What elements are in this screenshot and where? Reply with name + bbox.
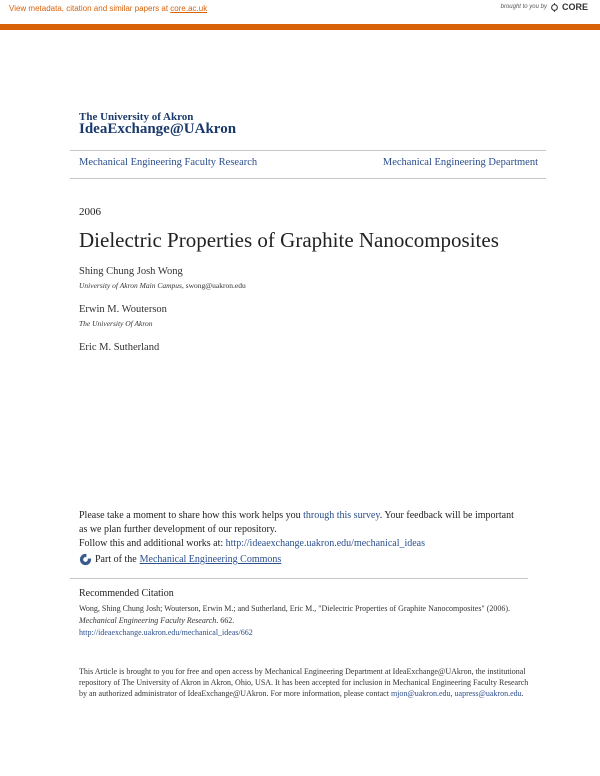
share-text-before: Please take a moment to share how this work helps you xyxy=(79,510,304,521)
collection-link[interactable]: Mechanical Engineering Faculty Research xyxy=(79,157,258,168)
core-logo-text: CORE xyxy=(561,2,588,12)
commons-link[interactable]: Mechanical Engineering Commons xyxy=(139,554,282,565)
part-of-line xyxy=(79,553,281,566)
follow-link[interactable]: http://ideaexchange.uakron.edu/mechanical_ideas xyxy=(225,538,426,549)
affiliation-text: University of Akron Main Campus xyxy=(79,281,182,290)
university-name: The University of Akron xyxy=(79,111,194,123)
nav-top-rule xyxy=(70,150,546,151)
citation-body xyxy=(79,603,519,639)
core-banner-left xyxy=(9,4,207,13)
core-link[interactable]: core.ac.uk xyxy=(170,4,208,13)
provided-by-text: provided by The University of Akron xyxy=(508,19,588,25)
part-of-text: Part of the xyxy=(95,554,137,565)
bepress-icon xyxy=(79,553,92,566)
citation-text: Wong, Shing Chung Josh; Wouterson, Erwin M.; and Sutherland, Eric M., "Dielectric Properties of Graphite Nanocomposites" (2006). xyxy=(79,604,511,613)
brought-to-you-text: brought to you by xyxy=(500,4,547,10)
core-banner-text: View metadata, citation and similar papers at xyxy=(9,4,169,13)
author-name: Erwin M. Wouterson xyxy=(79,304,167,315)
access-note-text: This Article is brought to you for free and open access by Mechanical Engineering Department at IdeaExchange@UAkron, the institutional repository of The University of Akron in Akron, Ohio, USA. It has been accepted for inclusion in Mechanical Engineering Faculty Research by an authorized administrator of IdeaExchange@UAkron. For more information, please contact xyxy=(79,667,529,698)
share-block xyxy=(79,509,519,551)
repository-name[interactable]: IdeaExchange@UAkron xyxy=(79,121,237,137)
share-text-after: . Your feedback will be important as we plan further development of our repository. xyxy=(79,510,514,535)
author-email: , swong@uakron.edu xyxy=(181,281,246,290)
follow-text: Follow this and additional works at: xyxy=(79,538,226,549)
article-title: Dielectric Properties of Graphite Nanocomposites xyxy=(79,228,499,252)
author-name: Shing Chung Josh Wong xyxy=(79,266,183,277)
survey-link[interactable]: through this survey xyxy=(303,510,380,521)
citation-url[interactable]: http://ideaexchange.uakron.edu/mechanical_ideas/662 xyxy=(79,628,253,637)
access-note xyxy=(79,666,529,699)
core-banner-right xyxy=(501,2,588,12)
core-banner xyxy=(0,0,600,30)
author-name: Eric M. Sutherland xyxy=(79,342,160,353)
citation-number: . 662. xyxy=(216,616,235,625)
access-note-end: . xyxy=(521,689,524,698)
citation-heading: Recommended Citation xyxy=(79,588,174,599)
nav-bottom-rule xyxy=(70,178,546,179)
author-affiliation xyxy=(79,281,246,290)
department-link[interactable]: Mechanical Engineering Department xyxy=(382,157,538,168)
contact-emails[interactable]: mjon@uakron.edu, uapress@uakron.edu xyxy=(390,689,522,698)
citation-journal: Mechanical Engineering Faculty Research xyxy=(79,616,217,625)
publication-year: 2006 xyxy=(79,206,101,218)
citation-rule xyxy=(70,578,528,579)
author-affiliation: The University Of Akron xyxy=(79,319,153,328)
core-logo-icon xyxy=(550,3,559,12)
